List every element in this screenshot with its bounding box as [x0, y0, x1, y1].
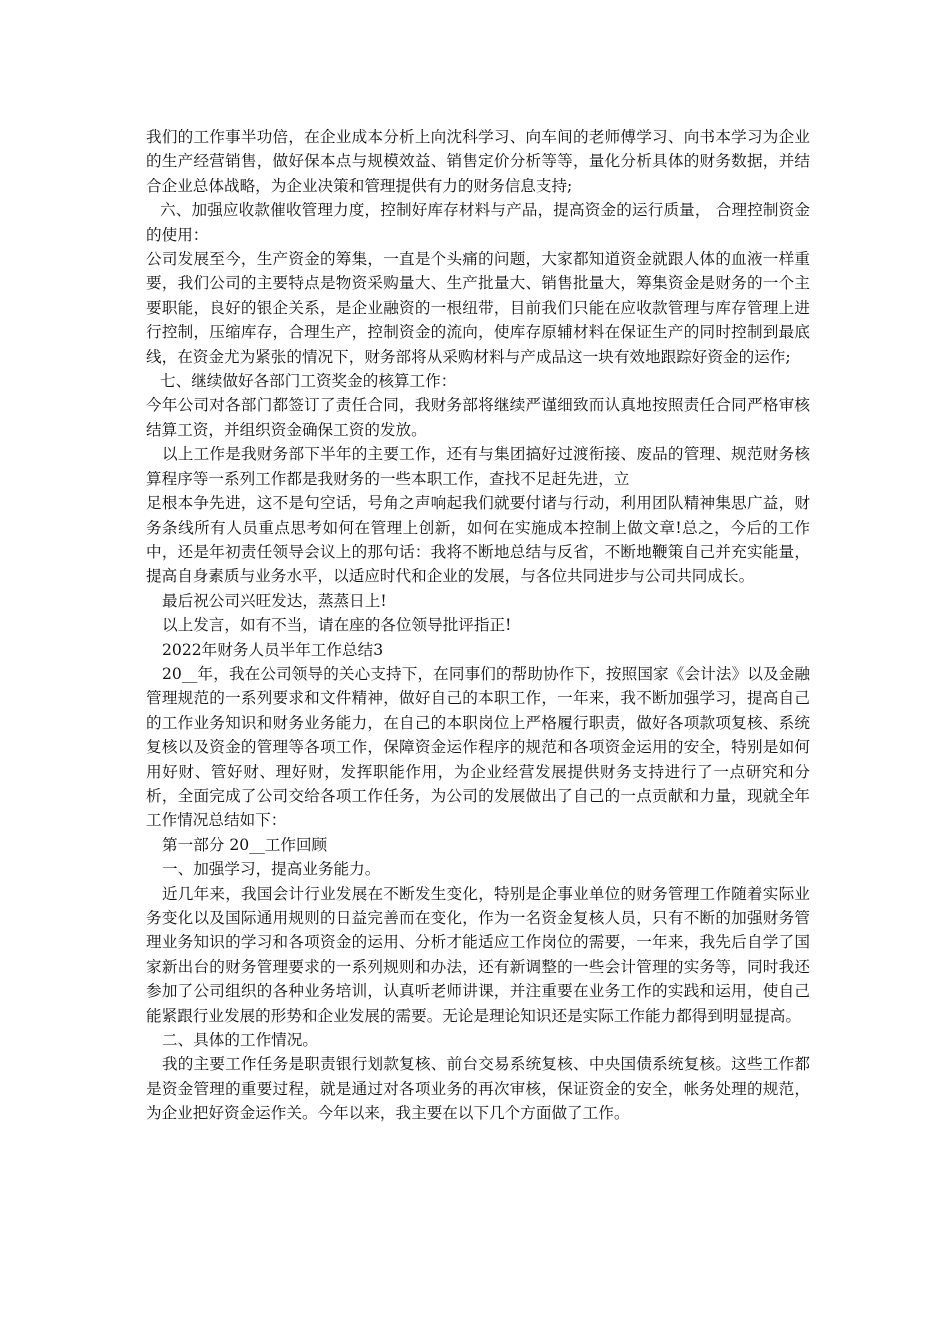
paragraph-main-tasks: 我的主要工作任务是职责银行划款复核、前台交易系统复核、中央国债系统复核。这些工作都是资金管理的重要过程，就是通过对各项业务的再次审核，保证资金的安全，帐务处理的规范，为企业把好资金运作关。今年以来，我主要在以下几个方面做了工作。: [146, 1055, 810, 1123]
paragraph-innovation-summary: 足根本争先进，这不是句空话，号角之声响起我们就要付诸与行动，利用团队精神集思广益，财务条线所有人员重点思考如何在管理上创新，如何在实施成本控制上做文章!总之，今后的工作中，还是年初责任领导会议上的那句话：我将不断地总结与反省，不断地鞭策自己并充实能量，提高自身素质与业务水平，以适应时代和企业的发展，与各位共同进步与公司共同成长。: [146, 494, 810, 586]
heading-specific-work: 二、具体的工作情况。: [162, 1031, 318, 1050]
paragraph-learning-details: 近几年来，我国会计行业发展在不断发生变化，特别是企事业单位的财务管理工作随着实际业务变化以及国际通用规则的日益完善而在变化，作为一名资金复核人员，只有不断的加强财务管理业务知识的学习和各项资金的运用、分析才能适应工作岗位的需要，一年来，我先后自学了国家新出台的财务管理要求的一系列规则和办法，还有新调整的一些会计管理的实务等，同时我还参加了公司组织的各种业务培训，认真听老师讲课，并注重要在业务工作的实践和运用，使自己能紧跟行业发展的形势和企业发展的需要。无论是理论知识还是实际工作能力都得到明显提高。: [146, 884, 810, 1025]
section-title-summary-3: 2022年财务人员半年工作总结3: [162, 640, 384, 659]
heading-wage-accounting: 七、继续做好各部门工资奖金的核算工作：: [160, 372, 457, 391]
paragraph-responsibility-contract: 今年公司对各部门都签订了责任合同，我财务部将继续严谨细致而认真地按照责任合同严格审核结算工资，并组织资金确保工资的发放。: [146, 396, 810, 439]
paragraph-closing-remark: 以上发言，如有不当，请在座的各位领导批评指正!: [162, 616, 512, 635]
heading-part-one-review: 第一部分 20__工作回顾: [162, 835, 328, 854]
heading-receivables-management: 六、加强应收款催收管理力度，控制好库存材料与产品，提高资金的运行质量， 合理控制资金的使用：: [146, 201, 810, 244]
paragraph-fund-raising: 公司发展至今，生产资金的筹集，一直是个头痛的问题，大家都知道资金就跟人体的血液一样重要，我们公司的主要特点是物资采购量大、生产批量大、销售批量大，筹集资金是财务的一个主要职能，良好的银企关系，是企业融资的一根纽带，目前我们只能在应收款管理与库存管理上进行控制，压缩库存，合理生产，控制资金的流向，使库存原辅材料在保证生产的同时控制到最底线，在资金尤为紧张的情况下，财务部将从采购材料与产成品这一块有效地跟踪好资金的运作;: [146, 250, 810, 366]
paragraph-closing-wish: 最后祝公司兴旺发达，蒸蒸日上!: [162, 591, 387, 610]
document-page: [146, 125, 810, 1126]
paragraph-second-half-work: 以上工作是我财务部下半年的主要工作，还有与集团搞好过渡衔接、废品的管理、规范财务核算程序等一系列工作都是我财务的一些本职工作，查找不足赶先进，立: [146, 445, 810, 488]
heading-strengthen-learning: 一、加强学习，提高业务能力。: [162, 860, 381, 879]
paragraph-annual-intro: 20__年，我在公司领导的关心支持下，在同事们的帮助协作下，按照国家《会计法》以及金融管理规范的一系列要求和文件精神，做好自己的本职工作，一年来，我不断加强学习，提高自己的工作业务知识和财务业务能力，在自己的本职岗位上严格履行职责，做好各项款项复核、系统复核以及资金的管理等各项工作，保障资金运作程序的规范和各项资金运用的安全，特别是如何用好财、管好财、理好财，发挥职能作用，为企业经营发展提供财务支持进行了一点研究和分析，全面完成了公司交给各项工作任务，为公司的发展做出了自己的一点贡献和力量，现就全年工作情况总结如下：: [146, 664, 810, 830]
paragraph-cost-analysis: 我们的工作事半功倍，在企业成本分析上向沈科学习、向车间的老师傅学习、向书本学习为企业的生产经营销售，做好保本点与规模效益、销售定价分析等等，量化分析具体的财务数据，并结合企业总体战略，为企业决策和管理提供有力的财务信息支持;: [146, 128, 810, 195]
